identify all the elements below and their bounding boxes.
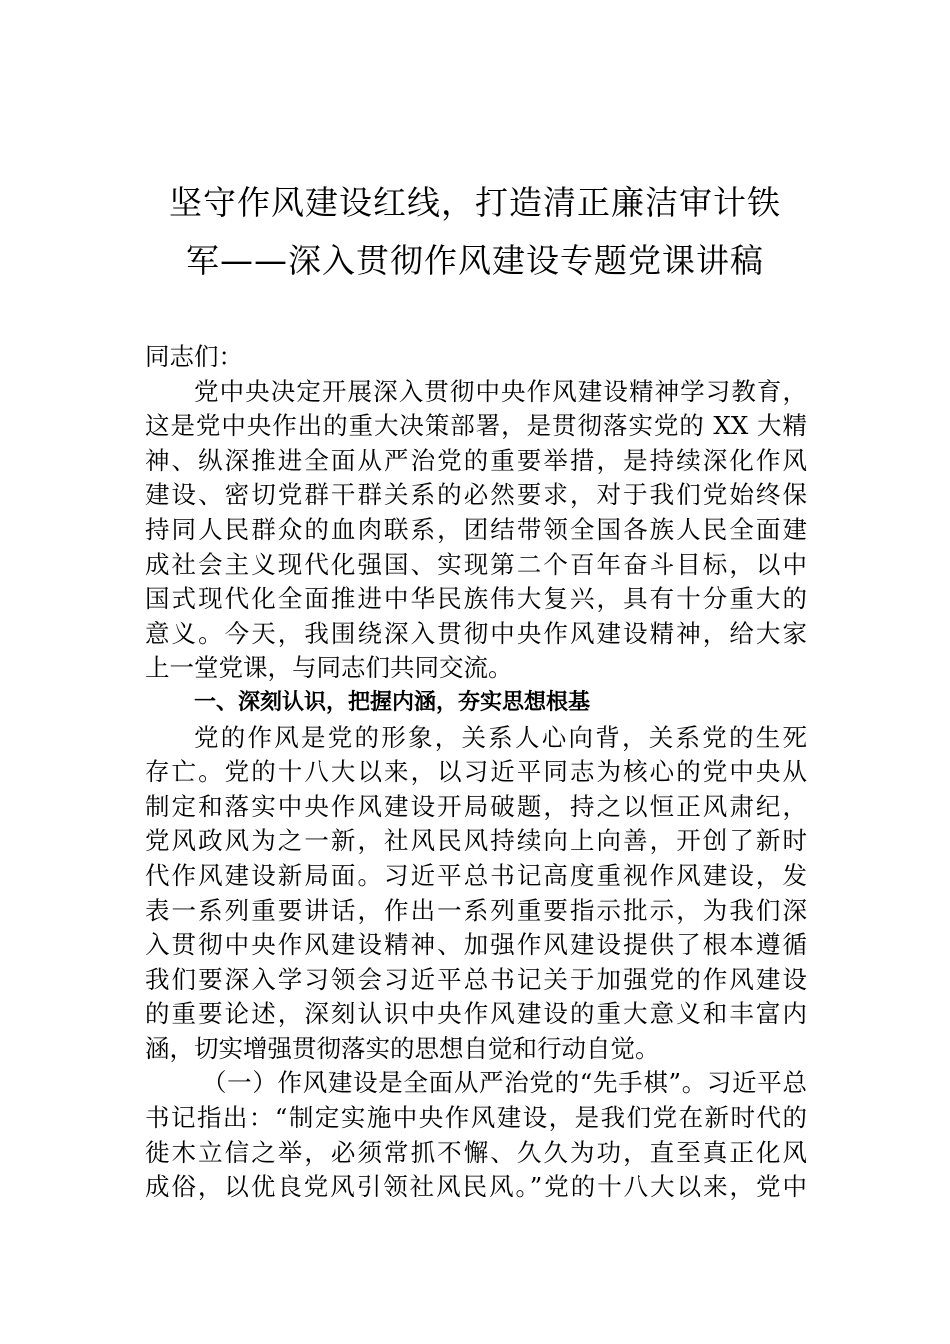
section-heading: 一、深刻认识，把握内涵，夯实思想根基 — [194, 689, 591, 715]
paragraph-line: （一）作风建设是全面从严治党的“先手棋”。习近平总 — [202, 1068, 807, 1098]
paragraph-line: 党的作风是党的形象，关系人心向背，关系党的生死 — [194, 722, 807, 752]
paragraph-line: 制定和落实中央作风建设开局破题，持之以恒正风肃纪， — [145, 791, 807, 821]
paragraph-line: 党中央决定开展深入贯彻中央作风建设精神学习教育， — [194, 376, 807, 406]
paragraph-line: 存亡。党的十八大以来，以习近平同志为核心的党中央从 — [145, 757, 807, 787]
paragraph-line: 持同人民群众的血肉联系，团结带领全国各族人民全面建 — [145, 514, 807, 544]
paragraph-intro — [145, 375, 807, 686]
paragraph-line: 成俗，以优良党风引领社风民风。”党的十八大以来，党中 — [145, 1172, 807, 1202]
paragraph-line: 书记指出：“制定实施中央作风建设，是我们党在新时代的 — [145, 1103, 807, 1133]
paragraph-line: 涵，切实增强贯彻落实的思想自觉和行动自觉。 — [145, 1033, 660, 1063]
paragraph-line: 党风政风为之一新，社风民风持续向上向善，开创了新时 — [145, 826, 807, 856]
paragraph-line: 成社会主义现代化强国、实现第二个百年奋斗目标，以中 — [145, 549, 807, 579]
document-title — [145, 174, 805, 290]
paragraph-line: 我们要深入学习领会习近平总书记关于加强党的作风建设 — [145, 964, 807, 994]
paragraph-line: 代作风建设新局面。习近平总书记高度重视作风建设，发 — [145, 860, 807, 890]
paragraph-line: 上一堂党课，与同志们共同交流。 — [145, 653, 513, 683]
paragraph-line: 的重要论述，深刻认识中央作风建设的重大意义和丰富内 — [145, 999, 807, 1029]
paragraph-section-one — [145, 721, 807, 1067]
title-line: 坚守作风建设红线，打造清正廉洁审计铁 — [169, 183, 781, 222]
paragraph-line: 表一系列重要讲话，作出一系列重要指示批示，为我们深 — [145, 895, 807, 925]
paragraph-line: 国式现代化全面推进中华民族伟大复兴，具有十分重大的 — [145, 584, 807, 614]
paragraph-line: 这是党中央作出的重大决策部署，是贯彻落实党的 XX 大精 — [145, 411, 807, 441]
paragraph-subsection-one — [145, 1066, 807, 1204]
paragraph-line: 意义。今天，我围绕深入贯彻中央作风建设精神，给大家 — [145, 618, 807, 648]
document-body — [145, 340, 807, 1205]
paragraph-line: 神、纵深推进全面从严治党的重要举措，是持续深化作风 — [145, 445, 807, 475]
paragraph-line: 徙木立信之举，必须常抓不懈、久久为功，直至真正化风 — [145, 1137, 807, 1167]
paragraph-line: 建设、密切党群干群关系的必然要求，对于我们党始终保 — [145, 480, 807, 510]
title-line: 军——深入贯彻作风建设专题党课讲稿 — [186, 241, 764, 280]
salutation: 同志们： — [145, 342, 243, 371]
paragraph-line: 入贯彻中央作风建设精神、加强作风建设提供了根本遵循 — [145, 930, 807, 960]
